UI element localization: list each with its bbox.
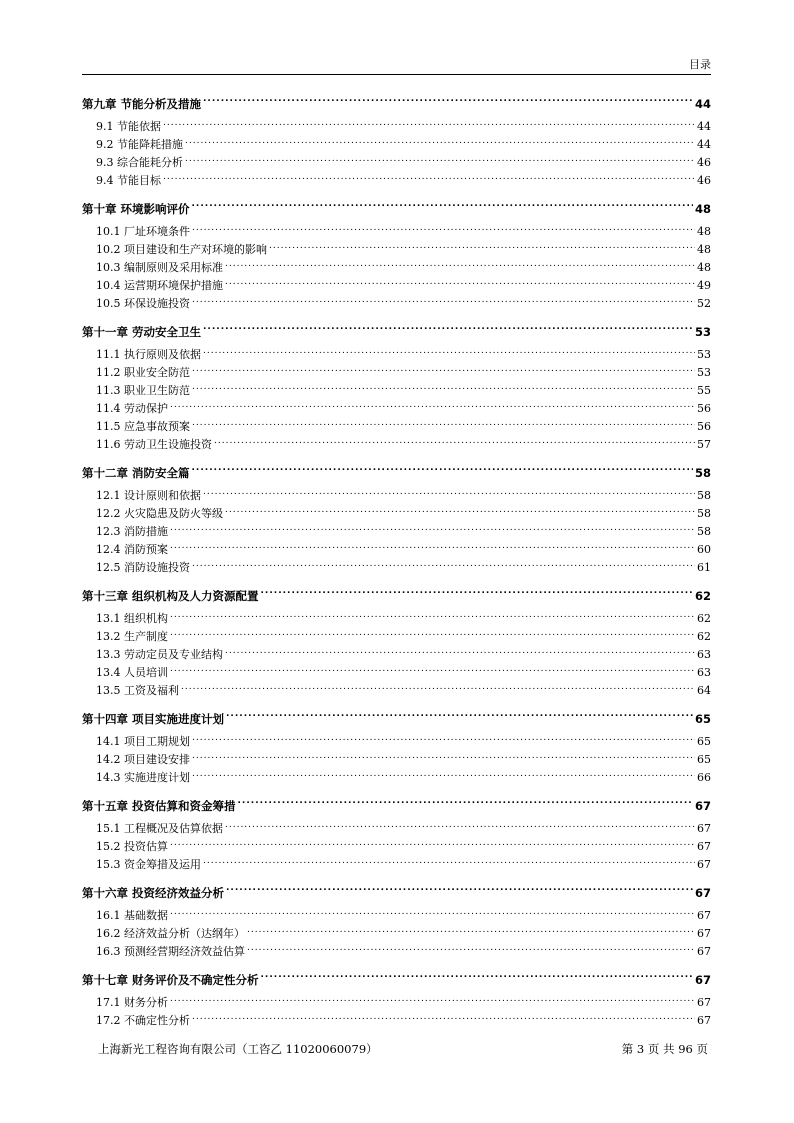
leader-dots: [170, 524, 695, 535]
toc-chapter-entry-title: 第十七章 财务评价及不确定性分析: [82, 973, 259, 987]
toc-section-entry-page: 53: [697, 366, 711, 379]
toc-section-entry[interactable]: [82, 523, 711, 541]
toc-section-entry-page: 56: [697, 402, 711, 415]
leader-dots: [214, 437, 695, 448]
toc-section-entry[interactable]: [82, 733, 711, 751]
toc-chapter: [82, 463, 711, 577]
toc-section-entry[interactable]: [82, 154, 711, 172]
leader-dots: [247, 926, 695, 937]
toc-chapter-entry-title: 第十章 环境影响评价: [82, 202, 190, 216]
leader-dots: [192, 466, 693, 478]
toc-section-entry-title: 9.4 节能目标: [96, 174, 161, 187]
toc-section-entry[interactable]: [82, 646, 711, 664]
toc-section-entry-page: 62: [697, 612, 711, 625]
leader-dots: [269, 242, 695, 253]
toc-section-entry-page: 44: [697, 138, 711, 151]
toc-section-entry-page: 55: [697, 384, 711, 397]
toc-section-entry-title: 16.3 预测经营期经济效益估算: [96, 945, 245, 958]
toc-section-entry-title: 11.5 应急事故预案: [96, 420, 190, 433]
toc-section-entry-title: 17.2 不确定性分析: [96, 1014, 190, 1027]
toc-section-entry-page: 46: [697, 174, 711, 187]
toc-section-entry-page: 58: [697, 489, 711, 502]
toc-section-entry-page: 63: [697, 666, 711, 679]
toc-section-entry[interactable]: [82, 259, 711, 277]
toc-section-entry-title: 15.3 资金筹措及运用: [96, 858, 201, 871]
toc-section-entry-title: 11.6 劳动卫生设施投资: [96, 438, 212, 451]
leader-dots: [170, 401, 695, 412]
leader-dots: [225, 647, 695, 658]
table-of-contents: [82, 94, 711, 1039]
leader-dots: [163, 173, 695, 184]
leader-dots: [203, 325, 693, 337]
toc-section-entry[interactable]: [82, 487, 711, 505]
toc-chapter: [82, 322, 711, 454]
toc-section-entry[interactable]: [82, 118, 711, 136]
toc-section-entry[interactable]: [82, 346, 711, 364]
toc-section-entry[interactable]: [82, 820, 711, 838]
toc-section-entry-title: 13.2 生产制度: [96, 630, 168, 643]
header-title: 目录: [689, 58, 711, 71]
leader-dots: [238, 799, 693, 811]
toc-chapter-entry[interactable]: [82, 970, 711, 991]
leader-dots: [185, 137, 695, 148]
toc-section-entry[interactable]: [82, 418, 711, 436]
toc-section-entry-title: 16.1 基础数据: [96, 909, 168, 922]
toc-chapter-entry[interactable]: [82, 586, 711, 607]
toc-section-entry[interactable]: [82, 436, 711, 454]
toc-section-entry[interactable]: [82, 172, 711, 190]
leader-dots: [192, 202, 693, 214]
toc-section-entry[interactable]: [82, 223, 711, 241]
toc-section-entry-page: 49: [697, 279, 711, 292]
leader-dots: [192, 224, 695, 235]
leader-dots: [170, 995, 695, 1006]
toc-chapter: [82, 199, 711, 313]
toc-section-entry[interactable]: [82, 925, 711, 943]
toc-section-entry[interactable]: [82, 559, 711, 577]
toc-section-entry-title: 15.2 投资估算: [96, 840, 168, 853]
leader-dots: [203, 347, 695, 358]
leader-dots: [261, 973, 693, 985]
toc-section-entry[interactable]: [82, 1012, 711, 1030]
toc-section-entry-page: 52: [697, 297, 711, 310]
leader-dots: [226, 712, 693, 724]
toc-chapter-entry-page: 44: [694, 97, 711, 111]
toc-chapter-entry[interactable]: [82, 796, 711, 817]
toc-section-entry[interactable]: [82, 241, 711, 259]
toc-section-entry-page: 58: [697, 507, 711, 520]
leader-dots: [226, 886, 693, 898]
toc-chapter-entry-title: 第十五章 投资估算和资金筹措: [82, 799, 236, 813]
toc-chapter: [82, 883, 711, 961]
leader-dots: [225, 260, 695, 271]
toc-section-entry[interactable]: [82, 277, 711, 295]
toc-section-entry-title: 14.1 项目工期规划: [96, 735, 190, 748]
toc-section-entry[interactable]: [82, 364, 711, 382]
toc-chapter-entry-title: 第十六章 投资经济效益分析: [82, 886, 225, 900]
toc-chapter-entry-title: 第十三章 组织机构及人力资源配置: [82, 589, 259, 603]
toc-section-entry-page: 44: [697, 120, 711, 133]
toc-section-entry-title: 16.2 经济效益分析（达纲年）: [96, 927, 245, 940]
toc-section-entry[interactable]: [82, 400, 711, 418]
toc-section-entry-title: 11.3 职业卫生防范: [96, 384, 190, 397]
toc-section-entry-title: 11.2 职业安全防范: [96, 366, 190, 379]
toc-section-entry[interactable]: [82, 541, 711, 559]
toc-section-entry-title: 9.2 节能降耗措施: [96, 138, 183, 151]
toc-section-entry-title: 11.1 执行原则及依据: [96, 348, 201, 361]
toc-chapter-entry-page: 62: [694, 589, 711, 603]
leader-dots: [170, 611, 695, 622]
toc-section-entry-title: 12.3 消防措施: [96, 525, 168, 538]
toc-section-entry-page: 67: [697, 840, 711, 853]
toc-chapter-entry-title: 第十二章 消防安全篇: [82, 466, 190, 480]
leader-dots: [192, 1013, 695, 1024]
toc-section-entry[interactable]: [82, 769, 711, 787]
leader-dots: [170, 542, 695, 553]
footer-page-info: 第 3 页 共 96 页: [621, 1042, 708, 1056]
leader-dots: [170, 908, 695, 919]
toc-section-entry-page: 64: [697, 684, 711, 697]
toc-section-entry-title: 13.1 组织机构: [96, 612, 168, 625]
leader-dots: [170, 629, 695, 640]
toc-section-entry-page: 67: [697, 858, 711, 871]
leader-dots: [225, 506, 695, 517]
toc-section-entry-page: 67: [697, 822, 711, 835]
toc-section-entry-title: 17.1 财务分析: [96, 996, 168, 1009]
leader-dots: [225, 278, 695, 289]
toc-section-entry-page: 62: [697, 630, 711, 643]
footer-company: 上海新光工程咨询有限公司（工咨乙 11020060079）: [98, 1042, 378, 1056]
toc-chapter-entry[interactable]: [82, 322, 711, 343]
toc-section-entry-page: 53: [697, 348, 711, 361]
toc-section-entry-page: 67: [697, 927, 711, 940]
leader-dots: [163, 119, 695, 130]
toc-section-entry-title: 15.1 工程概况及估算依据: [96, 822, 223, 835]
toc-section-entry[interactable]: [82, 856, 711, 874]
toc-section-entry-title: 12.2 火灾隐患及防火等级: [96, 507, 223, 520]
toc-section-entry-page: 56: [697, 420, 711, 433]
toc-chapter-entry-page: 67: [694, 799, 711, 813]
leader-dots: [203, 488, 695, 499]
toc-section-entry-page: 67: [697, 909, 711, 922]
leader-dots: [261, 589, 693, 601]
toc-section-entry-page: 65: [697, 735, 711, 748]
toc-section-entry-title: 14.2 项目建设安排: [96, 753, 190, 766]
toc-chapter-entry-page: 58: [694, 466, 711, 480]
leader-dots: [247, 944, 695, 955]
leader-dots: [185, 155, 695, 166]
toc-section-entry-title: 13.5 工资及福利: [96, 684, 179, 697]
toc-section-entry-title: 14.3 实施进度计划: [96, 771, 190, 784]
page-header: [82, 58, 711, 75]
toc-section-entry-title: 12.1 设计原则和依据: [96, 489, 201, 502]
toc-section-entry[interactable]: [82, 994, 711, 1012]
toc-section-entry-title: 10.2 项目建设和生产对环境的影响: [96, 243, 267, 256]
toc-section-entry[interactable]: [82, 682, 711, 700]
toc-section-entry-page: 61: [697, 561, 711, 574]
toc-section-entry[interactable]: [82, 295, 711, 313]
toc-section-entry-title: 10.5 环保设施投资: [96, 297, 190, 310]
toc-chapter-entry-page: 53: [694, 325, 711, 339]
toc-section-entry-page: 63: [697, 648, 711, 661]
toc-section-entry-title: 13.3 劳动定员及专业结构: [96, 648, 223, 661]
toc-section-entry-page: 48: [697, 225, 711, 238]
leader-dots: [192, 752, 695, 763]
toc-section-entry-title: 9.1 节能依据: [96, 120, 161, 133]
leader-dots: [170, 665, 695, 676]
toc-chapter-entry-page: 48: [694, 202, 711, 216]
toc-chapter-entry-title: 第九章 节能分析及措施: [82, 97, 202, 111]
toc-chapter-entry[interactable]: [82, 883, 711, 904]
toc-chapter: [82, 586, 711, 700]
toc-section-entry[interactable]: [82, 136, 711, 154]
toc-section-entry-title: 10.1 厂址环境条件: [96, 225, 190, 238]
toc-section-entry-page: 65: [697, 753, 711, 766]
toc-chapter: [82, 709, 711, 787]
toc-chapter-entry[interactable]: [82, 709, 711, 730]
leader-dots: [192, 383, 695, 394]
toc-chapter-entry-page: 65: [694, 712, 711, 726]
page-footer: [98, 1041, 708, 1057]
toc-section-entry-page: 66: [697, 771, 711, 784]
toc-section-entry-title: 10.4 运营期环境保护措施: [96, 279, 223, 292]
toc-section-entry[interactable]: [82, 610, 711, 628]
toc-chapter-entry-title: 第十四章 项目实施进度计划: [82, 712, 225, 726]
leader-dots: [225, 821, 695, 832]
leader-dots: [203, 97, 693, 109]
toc-section-entry-page: 48: [697, 261, 711, 274]
toc-chapter: [82, 970, 711, 1030]
toc-section-entry-title: 10.3 编制原则及采用标准: [96, 261, 223, 274]
toc-section-entry[interactable]: [82, 628, 711, 646]
toc-section-entry-page: 57: [697, 438, 711, 451]
leader-dots: [192, 770, 695, 781]
toc-section-entry[interactable]: [82, 505, 711, 523]
toc-section-entry-page: 67: [697, 945, 711, 958]
toc-section-entry-page: 46: [697, 156, 711, 169]
toc-chapter-entry[interactable]: [82, 199, 711, 220]
toc-chapter: [82, 94, 711, 190]
leader-dots: [192, 365, 695, 376]
toc-section-entry[interactable]: [82, 751, 711, 769]
leader-dots: [192, 560, 695, 571]
toc-section-entry-page: 48: [697, 243, 711, 256]
toc-section-entry-title: 11.4 劳动保护: [96, 402, 168, 415]
toc-section-entry-page: 67: [697, 996, 711, 1009]
leader-dots: [192, 734, 695, 745]
leader-dots: [192, 419, 695, 430]
toc-chapter-entry-page: 67: [694, 886, 711, 900]
leader-dots: [192, 296, 695, 307]
toc-section-entry-title: 12.4 消防预案: [96, 543, 168, 556]
leader-dots: [170, 839, 695, 850]
toc-section-entry[interactable]: [82, 907, 711, 925]
toc-section-entry-page: 60: [697, 543, 711, 556]
toc-section-entry[interactable]: [82, 838, 711, 856]
leader-dots: [203, 857, 695, 868]
toc-chapter: [82, 796, 711, 874]
toc-section-entry-page: 67: [697, 1014, 711, 1027]
toc-section-entry[interactable]: [82, 664, 711, 682]
toc-section-entry-title: 9.3 综合能耗分析: [96, 156, 183, 169]
toc-section-entry-title: 12.5 消防设施投资: [96, 561, 190, 574]
toc-section-entry[interactable]: [82, 382, 711, 400]
toc-chapter-entry-title: 第十一章 劳动安全卫生: [82, 325, 202, 339]
toc-section-entry[interactable]: [82, 943, 711, 961]
toc-chapter-entry-page: 67: [694, 973, 711, 987]
toc-chapter-entry[interactable]: [82, 463, 711, 484]
toc-section-entry-title: 13.4 人员培训: [96, 666, 168, 679]
toc-chapter-entry[interactable]: [82, 94, 711, 115]
leader-dots: [181, 683, 695, 694]
toc-section-entry-page: 58: [697, 525, 711, 538]
